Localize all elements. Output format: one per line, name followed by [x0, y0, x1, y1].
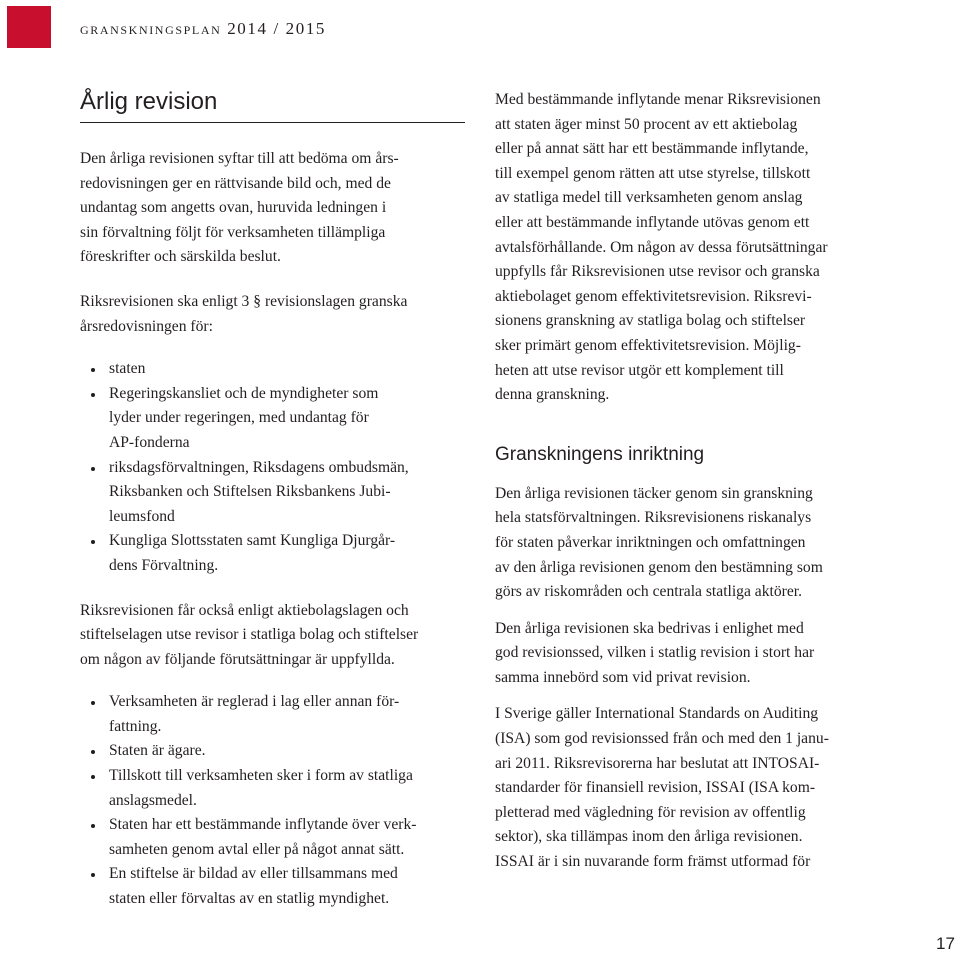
- company-audit-paragraph: Riksrevisionen får också enligt aktiebolagslagen och stiftelselagen utse revisor i statliga bolag och stiftelser om någon av följande förutsättningar är uppfyllda.: [80, 601, 419, 668]
- left-column: [80, 88, 470, 912]
- list-item: Staten är ägare.: [80, 739, 470, 764]
- coverage-paragraph: Den årliga revisionen täcker genom sin granskning hela statsförvaltningen. Riksrevisionens riskanalys för staten påverkar inriktningen och omfattningen av den årliga revisionen genom den bestämning som görs av riskområden och centrala statliga aktörer.: [495, 484, 823, 601]
- intro-paragraph: Den årliga revisionen syftar till att bedöma om års- redovisningen ger en rättvisande bild och, med de undantag som angetts ovan, huruvida ledningen i sin förvaltning följt för verksamheten tillämpliga föreskrifter och särskilda beslut.: [80, 150, 399, 266]
- list-item: riksdagsförvaltningen, Riksdagens ombudsmän, Riksbanken och Stiftelsen Riksbankens Jubi- leumsfond: [80, 456, 470, 530]
- audit-standard-paragraph: Den årliga revisionen ska bedrivas i enlighet med god revisionssed, vilken i statlig revision i stort har samma innebörd som vid privat revision.: [495, 619, 815, 686]
- scope-paragraph: Riksrevisionen ska enligt 3 § revisionslagen granska årsredovisningen för:: [80, 292, 408, 335]
- list-item: Regeringskansliet och de myndigheter som lyder under regeringen, med undantag för AP-fonderna: [80, 382, 470, 456]
- audited-entities-list: [80, 357, 470, 578]
- list-item: staten: [80, 357, 470, 382]
- page-number: 17: [936, 934, 955, 953]
- red-accent-square: [7, 6, 51, 48]
- list-item: Kungliga Slottsstaten samt Kungliga Djurgår- dens Förvaltning.: [80, 529, 470, 578]
- list-item: Tillskott till verksamheten sker i form av statliga anslagsmedel.: [80, 764, 470, 813]
- right-column: [495, 88, 887, 875]
- influence-paragraph: Med bestämmande inflytande menar Riksrevisionen att staten äger minst 50 procent av ett aktiebolag eller på annat sätt har ett bestämmande inflytande, till exempel genom rätten att utse styrelse, tillskott av statliga medel till verksamheten genom anslag eller att bestämmande inflytande utövas genom ett avtalsförhållande. Om någon av dessa förutsättningar uppfylls får Riksrevisionen utse revisor och granska aktiebolaget genom effektivitetsrevision. Riksrevi- sionens granskning av statliga bolag och stiftelser sker primärt genom effektivitetsrevision. Möjlig- heten att utse revisor utgör ett komplement till denna granskning.: [495, 91, 828, 404]
- isa-paragraph: I Sverige gäller International Standards on Auditing (ISA) som god revisionssed från och med den 1 janu- ari 2011. Riksrevisorerna har beslutat att INTOSAI- standarder för finansiell revision, ISSAI (ISA kom- pletterad med vägledning för revision av offentlig sektor), ska tillämpas inom den årliga revisionen. ISSAI är i sin nuvarande form främst utformad för: [495, 705, 829, 871]
- conditions-list: [80, 690, 470, 911]
- list-item: Verksamheten är reglerad i lag eller annan för- fattning.: [80, 690, 470, 739]
- list-item: Staten har ett bestämmande inflytande över verk- samheten genom avtal eller på något annat sätt.: [80, 813, 470, 862]
- section-title: Årlig revision: [80, 88, 465, 123]
- subsection-title: Granskningens inriktning: [495, 443, 705, 465]
- running-header: granskningsplan 2014 / 2015: [80, 19, 327, 38]
- list-item: En stiftelse är bildad av eller tillsammans med staten eller förvaltas av en statlig myndighet.: [80, 862, 470, 911]
